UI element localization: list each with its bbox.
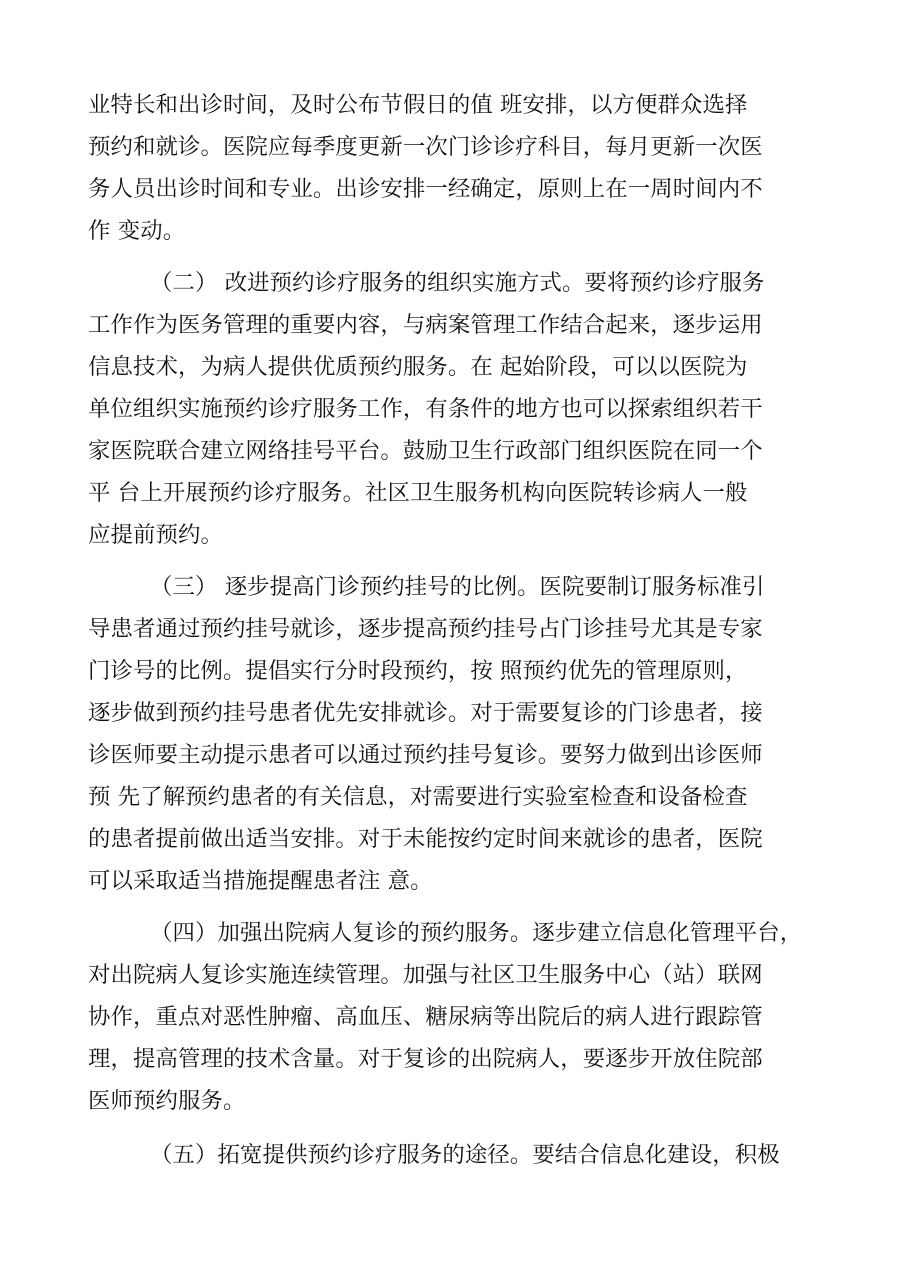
text-line: 医师预约服务。 — [88, 1088, 246, 1114]
text-line: （四）加强出院病人复诊的预约服务。逐步建立信息化管理平台， — [150, 920, 803, 946]
text-line: 作 变动。 — [88, 218, 186, 244]
text-line: 预 先了解预约患者的有关信息，对需要进行实验室检查和设备检查 — [88, 784, 748, 810]
text-line: 务人员出诊时间和专业。出诊安排一经确定，原则上在一周时间内不 — [88, 176, 763, 202]
text-line: 导患者通过预约挂号就诊，逐步提高预约挂号占门诊挂号尤其是专家 — [88, 616, 763, 642]
text-line: 诊医师要主动提示患者可以通过预约挂号复诊。要努力做到出诊医师 — [88, 742, 763, 768]
text-line: 信息技术，为病人提供优质预约服务。在 起始阶段，可以以医院为 — [88, 354, 748, 380]
text-line: 可以采取适当措施提醒患者注 意。 — [88, 868, 433, 894]
text-line: 门诊号的比例。提倡实行分时段预约，按 照预约优先的管理原则， — [88, 658, 748, 684]
text-line: 逐步做到预约挂号患者优先安排就诊。对于需要复诊的门诊患者，接 — [88, 700, 763, 726]
text-line: 业特长和出诊时间，及时公布节假日的值 班安排，以方便群众选择 — [88, 92, 748, 118]
text-line: 理，提高管理的技术含量。对于复诊的出院病人，要逐步开放住院部 — [88, 1046, 763, 1072]
text-line: 应提前预约。 — [88, 522, 223, 548]
text-line: （二） 改进预约诊疗服务的组织实施方式。要将预约诊疗服务 — [150, 270, 765, 296]
text-line: 预约和就诊。医院应每季度更新一次门诊诊疗科目，每月更新一次医 — [88, 134, 763, 160]
text-line: （五）拓宽提供预约诊疗服务的途径。要结合信息化建设，积极 — [150, 1142, 780, 1168]
text-line: 对出院病人复诊实施连续管理。加强与社区卫生服务中心（站）联网 — [88, 962, 763, 988]
text-line: 家医院联合建立网络挂号平台。鼓励卫生行政部门组织医院在同一个 — [88, 438, 763, 464]
text-line: 工作作为医务管理的重要内容，与病案管理工作结合起来，逐步运用 — [88, 312, 763, 338]
text-line: 的患者提前做出适当安排。对于未能按约定时间来就诊的患者，医院 — [88, 826, 763, 852]
text-line: （三） 逐步提高门诊预约挂号的比例。医院要制订服务标准引 — [150, 574, 765, 600]
text-line: 单位组织实施预约诊疗服务工作，有条件的地方也可以探索组织若干 — [88, 396, 763, 422]
text-line: 协作，重点对恶性肿瘤、高血压、糖尿病等出院后的病人进行跟踪管 — [88, 1004, 763, 1030]
text-line: 平 台上开展预约诊疗服务。社区卫生服务机构向医院转诊病人一般 — [88, 480, 748, 506]
